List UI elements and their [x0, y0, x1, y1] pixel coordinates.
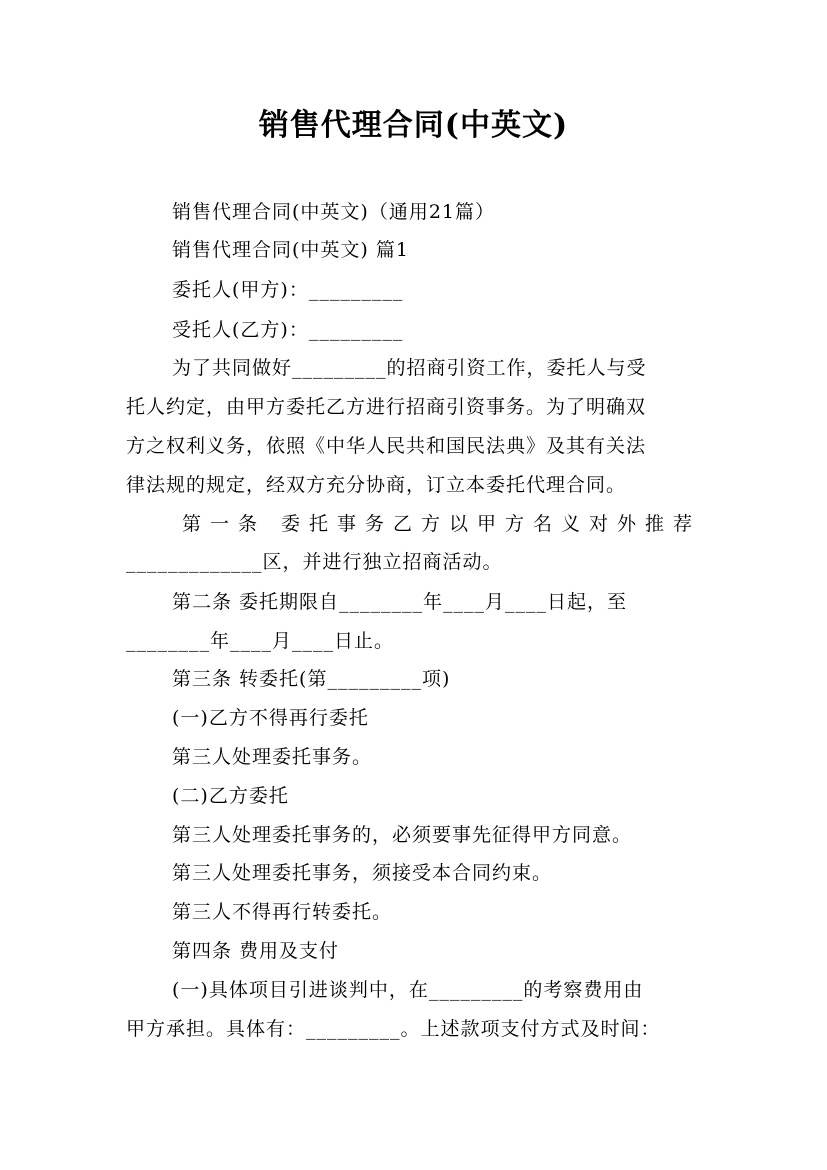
paragraph-line: (一)具体项目引进谈判中，在_________的考察费用由	[172, 979, 644, 1001]
paragraph-line: (二)乙方委托	[172, 785, 289, 807]
paragraph-line: 第三人不得再行转委托。	[172, 901, 393, 923]
paragraph-line: 方之权利义务，依照《中华人民共和国民法典》及其有关法	[126, 435, 647, 457]
paragraph-line: ________年____月____日止。	[126, 630, 395, 652]
article-line: 第二条 委托期限自________年____月____日起，至	[172, 591, 628, 613]
article-line: 第一条 委托事务乙方以甲方名义对外推荐	[182, 513, 702, 535]
paragraph-line: 律法规的规定，经双方充分协商，订立本委托代理合同。	[126, 474, 627, 496]
paragraph-line: (一)乙方不得再行委托	[172, 707, 369, 729]
section-heading: 销售代理合同(中英文) 篇1	[172, 239, 409, 261]
subtitle-line: 销售代理合同(中英文)（通用21篇）	[172, 201, 496, 223]
party-b-line: 受托人(乙方)：_________	[172, 319, 404, 341]
document-title: 销售代理合同(中英文)	[258, 108, 569, 143]
paragraph-line: 第三人处理委托事务，须接受本合同约束。	[172, 862, 553, 884]
paragraph-line: 为了共同做好_________的招商引资工作，委托人与受	[172, 357, 647, 379]
article-line: 第三条 转委托(第_________项)	[172, 668, 451, 690]
paragraph-line: 甲方承担。具体有：_________。上述款项支付方式及时间：	[126, 1018, 661, 1040]
article-line: 第四条 费用及支付	[172, 940, 340, 962]
party-a-line: 委托人(甲方)：_________	[172, 279, 404, 301]
paragraph-line: 托人约定，由甲方委托乙方进行招商引资事务。为了明确双	[126, 396, 647, 418]
paragraph-line: 第三人处理委托事务的，必须要事先征得甲方同意。	[172, 824, 633, 846]
paragraph-line: _____________区，并进行独立招商活动。	[126, 551, 503, 573]
paragraph-line: 第三人处理委托事务。	[172, 746, 373, 768]
